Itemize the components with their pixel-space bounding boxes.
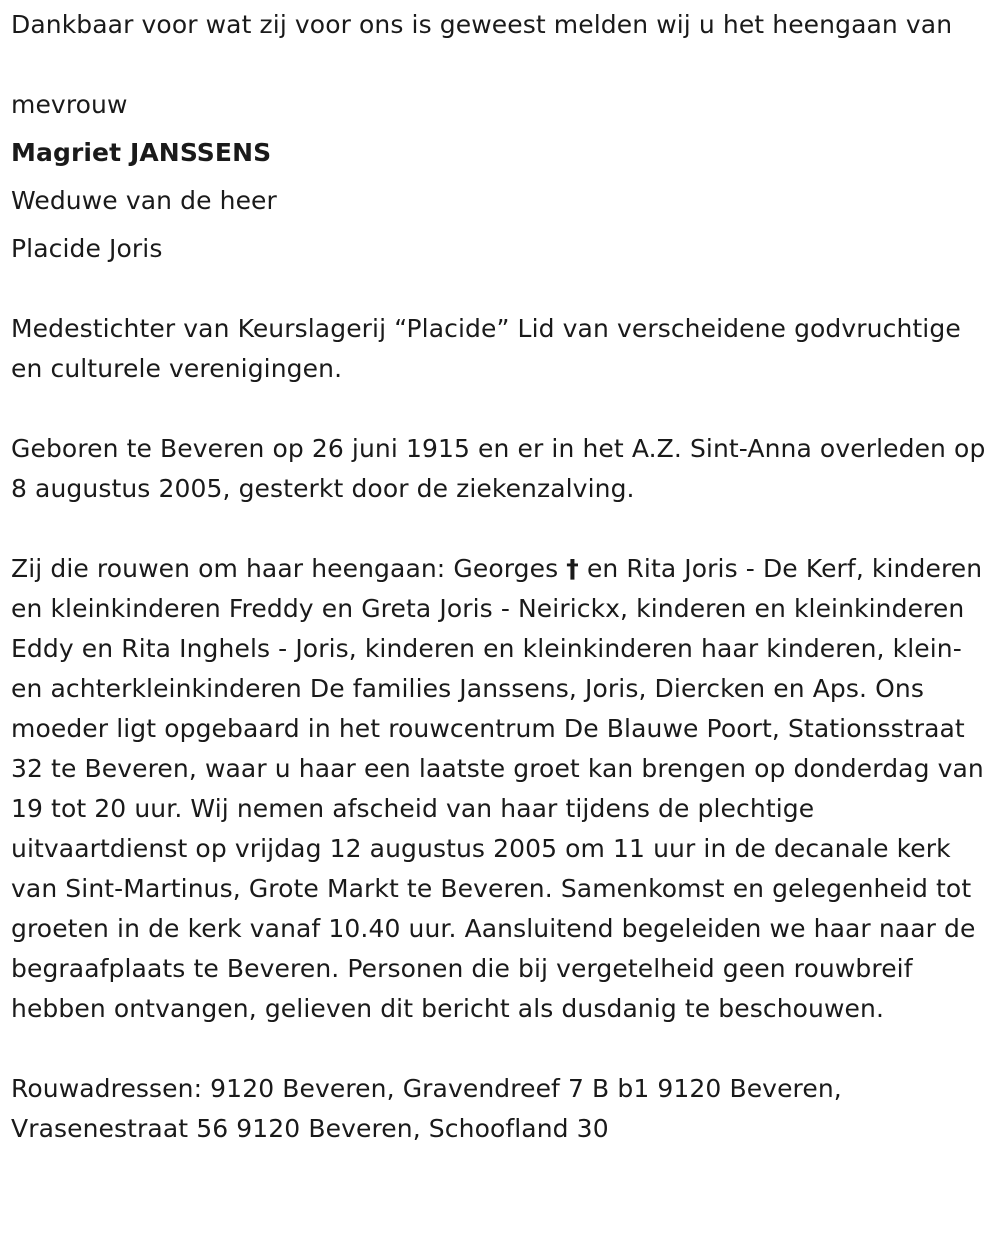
intro-text: Dankbaar voor wat zij voor ons is geweest melden wij u het heengaan van xyxy=(11,10,953,39)
widow-line: Weduwe van de heer xyxy=(11,186,277,215)
deceased-name: Magriet JANSSENS xyxy=(11,138,272,167)
death-notice xyxy=(11,5,991,1149)
birth-death-text: Geboren te Beveren op 26 juni 1915 en er in het A.Z. Sint-Anna overleden op 8 augustus 2005, gesterkt door de ziekenzalving. xyxy=(11,434,986,503)
mourners-lead: Zij die rouwen om haar heengaan: Georges xyxy=(11,554,559,583)
cross-icon: † xyxy=(566,554,579,583)
salutation: mevrouw xyxy=(11,90,128,119)
addresses-text: Rouwadressen: 9120 Beveren, Gravendreef 7 B b1 9120 Beveren, Vrasenestraat 56 9120 Beveren, Schoofland 30 xyxy=(11,1074,842,1143)
spouse-name: Placide Joris xyxy=(11,234,163,263)
mourners-text xyxy=(11,549,991,1029)
mourners-rest: en Rita Joris - De Kerf, kinderen en kleinkinderen Freddy en Greta Joris - Neirickx, kinderen en kleinkinderen Eddy en Rita Inghels - Joris, kinderen en kleinkinderen haar kinderen, klein- en achterkleinkinderen De families Janssens, Joris, Diercken en Aps. Ons moeder ligt opgebaard in het rouwcentrum De Blauwe Poort, Stationsstraat 32 te Beveren, waar u haar een laatste groet kan brengen op donderdag van 19 tot 20 uur. Wij nemen afscheid van haar tijdens de plechtige uitvaartdienst op vrijdag 12 augustus 2005 om 11 uur in de decanale kerk van Sint-Martinus, Grote Markt te Beveren. Samenkomst en gelegenheid tot groeten in de kerk vanaf 10.40 uur. Aansluitend begeleiden we haar naar de begraafplaats te Beveren. Personen die bij vergetelheid geen rouwbreif hebben ontvangen, gelieven dit bericht als dusdanig te beschouwen. xyxy=(11,554,984,1023)
biography-text: Medestichter van Keurslagerij “Placide” Lid van verscheidene godvruchtige en culturele verenigingen. xyxy=(11,314,961,383)
